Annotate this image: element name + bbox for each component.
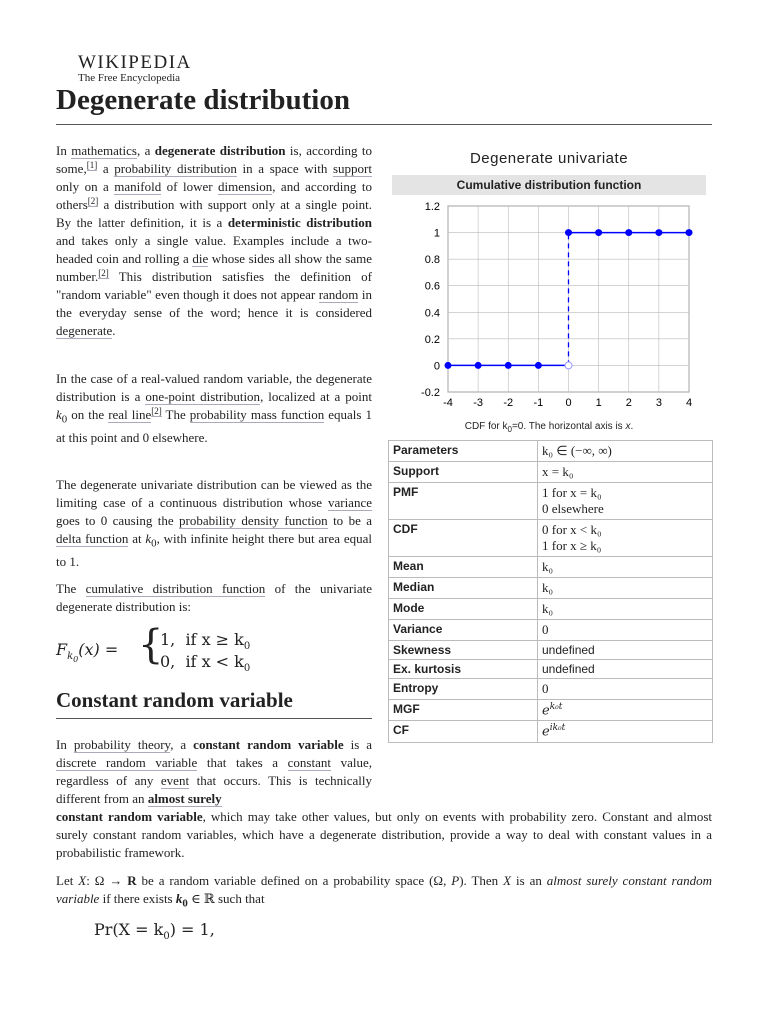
link-dimension[interactable]: dimension bbox=[218, 179, 273, 194]
infobox-row bbox=[389, 679, 713, 700]
infobox-row bbox=[389, 599, 713, 620]
infobox-table bbox=[388, 440, 713, 743]
infobox-title: Degenerate univariate bbox=[469, 150, 629, 167]
link-probability-density-function[interactable]: probability density function bbox=[178, 513, 328, 528]
cdf-chart bbox=[392, 196, 706, 420]
ref-2[interactable]: [2] bbox=[87, 195, 99, 206]
link-one-point-distribution[interactable]: one-point distribution bbox=[145, 389, 261, 404]
data-point-high bbox=[565, 229, 572, 236]
infobox-row bbox=[389, 462, 713, 483]
link-real-line[interactable]: real line bbox=[108, 407, 152, 422]
ref-1[interactable]: [1] bbox=[86, 159, 98, 170]
link-variance[interactable]: variance bbox=[327, 495, 372, 510]
link-almost-surely[interactable]: almost surely bbox=[147, 791, 222, 806]
wikipedia-tagline: The Free Encyclopedia bbox=[78, 72, 181, 84]
y-tick-label: 0.4 bbox=[424, 307, 440, 320]
data-point-high bbox=[655, 229, 662, 236]
infobox-caption: CDF for $k_0=0$. The horizontal axis is x. bbox=[464, 421, 634, 434]
y-tick-label: -0.2 bbox=[421, 387, 440, 399]
section2-paragraph-1a: In probability theory, a constant random variable is a discrete random variable that takes a constant value, regardless of any event that occurs. This is technically different from an almost surely bbox=[56, 737, 372, 806]
data-point-high bbox=[625, 229, 632, 236]
infobox-value: x = k₀ bbox=[538, 462, 713, 483]
x-tick-label: -3 bbox=[473, 397, 484, 409]
intro-paragraph-4: The cumulative distribution function of the univariate degenerate distribution is: bbox=[56, 581, 372, 614]
infobox-key[interactable]: PMF bbox=[389, 483, 538, 520]
link-discrete-random-variable[interactable]: discrete random variable bbox=[56, 755, 198, 770]
data-point-low bbox=[505, 362, 512, 369]
infobox-key[interactable]: Skewness bbox=[389, 641, 538, 660]
data-point-high bbox=[595, 229, 602, 236]
infobox-row bbox=[389, 441, 713, 462]
section2-paragraph-2: Let X: Ω → R be a random variable defined on a probability space (Ω, P). Then X is an almost surely constant random variable if there exists $k_0$ ∈ ℝ such that bbox=[56, 873, 712, 910]
infobox-key[interactable]: Ex. kurtosis bbox=[389, 660, 538, 679]
infobox-row bbox=[389, 660, 713, 679]
link-probability-mass-function[interactable]: probability mass function bbox=[189, 407, 325, 422]
x-tick-label: -1 bbox=[533, 397, 544, 409]
infobox-value: 0 bbox=[538, 620, 713, 641]
infobox-key[interactable]: CF bbox=[389, 721, 538, 742]
y-tick-label: 0 bbox=[433, 360, 440, 373]
ref-2c[interactable]: [2] bbox=[151, 405, 162, 416]
section2-paragraph-1b: constant random variable, which may take other values, but only on events with probability zero. Constant and almost surely constant random variables, which have a degenerate distribution, provide a way to deal with constant values in a probabilistic framework. bbox=[56, 809, 712, 860]
infobox-row bbox=[389, 620, 713, 641]
infobox-key[interactable]: Mean bbox=[389, 557, 538, 578]
link-die[interactable]: die bbox=[192, 251, 209, 266]
infobox-value: k₀ bbox=[538, 599, 713, 620]
x-tick-label: -2 bbox=[503, 397, 514, 409]
infobox-value: k₀ bbox=[538, 557, 713, 578]
infobox-key[interactable]: Support bbox=[389, 462, 538, 483]
data-point-low bbox=[535, 362, 542, 369]
data-point-high bbox=[686, 229, 693, 236]
link-event[interactable]: event bbox=[160, 773, 190, 788]
data-point-low bbox=[445, 362, 452, 369]
infobox-value: $e^{ik_0t}$ bbox=[538, 721, 713, 742]
y-tick-label: 1.2 bbox=[424, 201, 440, 213]
infobox-value: k₀ ∈ (−∞, ∞) bbox=[538, 441, 713, 462]
section-heading-constant-random-variable: Constant random variable bbox=[56, 688, 293, 712]
page-title: Degenerate distribution bbox=[56, 84, 350, 116]
infobox-value: undefined bbox=[538, 641, 713, 660]
x-tick-label: 4 bbox=[685, 397, 693, 409]
link-support[interactable]: support bbox=[332, 161, 372, 176]
link-probability-distribution[interactable]: probability distribution bbox=[114, 161, 237, 176]
y-tick-label: 1 bbox=[433, 227, 440, 240]
intro-paragraph-3: The degenerate univariate distribution can be viewed as the limiting case of a continuous distribution whose variance goes to 0 causing the probability density function to be a delta function at $k_0$, with infinite height there but area equal to 1. bbox=[56, 477, 373, 569]
link-degenerate[interactable]: degenerate bbox=[56, 323, 113, 338]
intro-paragraph-1: In mathematics, a degenerate distribution is, according to some,[1] a probability distribution in a space with support only on a manifold of lower dimension, and according to others[2] a distribution with support only at a single point. By the latter definition, it is a deterministic distribution and takes only a single value. Examples include a two-headed coin and rolling a die whose sides all show the same number.[2] This distribution satisfies the definition of "random variable" even though it does not appear random in the everyday sense of the word; hence it is considered degenerate. bbox=[56, 143, 373, 338]
infobox-key[interactable]: Entropy bbox=[389, 679, 538, 700]
x-tick-label: 0 bbox=[565, 397, 572, 409]
intro-paragraph-2: In the case of a real-valued random variable, the degenerate distribution is a one-point distribution, localized at a point $k_0$ on the real line[2] The probability mass function equals 1 at this point and 0 elsewhere. bbox=[56, 371, 372, 445]
link-delta-function[interactable]: delta function bbox=[56, 531, 129, 546]
infobox-row bbox=[389, 557, 713, 578]
almost-surely-formula: $Pr(X = k_0) = 1$, bbox=[94, 920, 215, 943]
infobox-row bbox=[389, 578, 713, 599]
ref-2b[interactable]: [2] bbox=[98, 267, 109, 278]
infobox-row bbox=[389, 641, 713, 660]
infobox-value: k₀ bbox=[538, 578, 713, 599]
y-tick-label: 0.8 bbox=[424, 254, 440, 267]
wikipedia-logo[interactable]: WIKIPEDIA bbox=[78, 52, 192, 73]
data-point-low bbox=[475, 362, 482, 369]
infobox-value: undefined bbox=[538, 660, 713, 679]
link-mathematics[interactable]: mathematics bbox=[71, 143, 137, 158]
title-divider bbox=[56, 124, 712, 125]
link-cdf[interactable]: cumulative distribution function bbox=[85, 581, 266, 596]
infobox-row bbox=[389, 520, 713, 557]
infobox-value: 0 for x < k₀ 1 for x ≥ k₀ bbox=[538, 520, 713, 557]
infobox-row bbox=[389, 483, 713, 520]
x-tick-label: 1 bbox=[595, 397, 602, 409]
infobox-chart-header: Cumulative distribution function bbox=[392, 175, 706, 195]
link-random[interactable]: random bbox=[318, 287, 359, 302]
x-tick-label: 2 bbox=[625, 397, 632, 409]
infobox-key[interactable]: Mode bbox=[389, 599, 538, 620]
y-tick-label: 0.6 bbox=[424, 280, 440, 293]
infobox-key[interactable]: Median bbox=[389, 578, 538, 599]
link-constant[interactable]: constant bbox=[287, 755, 331, 770]
infobox-key[interactable]: Variance bbox=[389, 620, 538, 641]
infobox-value: $e^{k_0t}$ bbox=[538, 700, 713, 721]
open-point bbox=[565, 362, 572, 369]
infobox-key[interactable]: MGF bbox=[389, 700, 538, 721]
infobox-row bbox=[389, 700, 713, 721]
link-probability-theory[interactable]: probability theory bbox=[73, 737, 171, 752]
x-tick-label: -4 bbox=[443, 397, 453, 409]
infobox-value: 0 bbox=[538, 679, 713, 700]
link-manifold[interactable]: manifold bbox=[114, 179, 162, 194]
infobox-row bbox=[389, 721, 713, 742]
y-tick-label: 0.2 bbox=[424, 333, 440, 346]
infobox-key[interactable]: CDF bbox=[389, 520, 538, 557]
infobox-value: 1 for x = k₀ 0 elsewhere bbox=[538, 483, 713, 520]
x-tick-label: 3 bbox=[655, 397, 662, 409]
section-divider bbox=[56, 718, 372, 719]
infobox-key[interactable]: Parameters bbox=[389, 441, 538, 462]
